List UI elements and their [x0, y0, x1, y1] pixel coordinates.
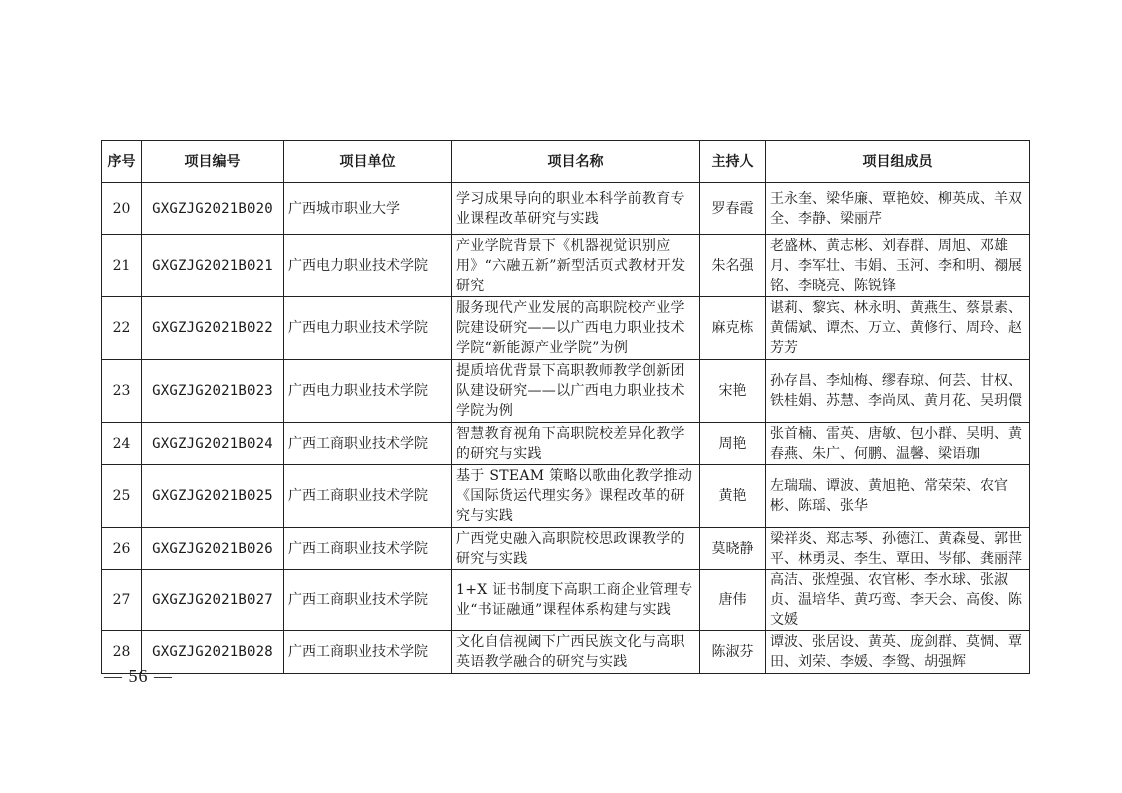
cell-code: GXGZJG2021B021	[142, 235, 284, 297]
cell-name: 提质培优背景下高职教师教学创新团队建设研究——以广西电力职业技术学院为例	[452, 360, 700, 423]
header-index: 序号	[102, 141, 142, 183]
cell-name: 智慧教育视角下高职院校差异化教学的研究与实践	[452, 423, 700, 465]
header-unit: 项目单位	[284, 141, 452, 183]
cell-code: GXGZJG2021B022	[142, 297, 284, 360]
table-row	[102, 423, 1030, 465]
cell-members: 高洁、张煌强、农官彬、李水球、张淑贞、温培华、黄巧鸾、李天会、高俊、陈文媛	[766, 570, 1030, 631]
cell-unit: 广西电力职业技术学院	[284, 235, 452, 297]
cell-unit: 广西工商职业技术学院	[284, 631, 452, 674]
cell-index: 22	[102, 297, 142, 360]
table-row	[102, 297, 1030, 360]
header-host: 主持人	[700, 141, 766, 183]
table-row	[102, 465, 1030, 528]
cell-index: 27	[102, 570, 142, 631]
cell-members: 张首楠、雷英、唐敏、包小群、吴明、黄春燕、朱广、何鹏、温馨、梁语珈	[766, 423, 1030, 465]
table-row	[102, 360, 1030, 423]
header-code: 项目编号	[142, 141, 284, 183]
cell-code: GXGZJG2021B027	[142, 570, 284, 631]
cell-members: 谭波、张居设、黄英、庞剑群、莫惆、覃田、刘荣、李媛、李鸳、胡强辉	[766, 631, 1030, 674]
cell-code: GXGZJG2021B020	[142, 183, 284, 235]
table-row	[102, 235, 1030, 297]
cell-host: 陈淑芬	[700, 631, 766, 674]
cell-host: 宋艳	[700, 360, 766, 423]
header-members: 项目组成员	[766, 141, 1030, 183]
page-number: — 56 —	[104, 666, 173, 686]
cell-unit: 广西电力职业技术学院	[284, 297, 452, 360]
cell-host: 黄艳	[700, 465, 766, 528]
project-table	[101, 140, 1030, 674]
cell-host: 莫晓静	[700, 528, 766, 570]
cell-name: 基于 STEAM 策略以歌曲化教学推动《国际货运代理实务》课程改革的研究与实践	[452, 465, 700, 528]
cell-name: 1+X 证书制度下高职工商企业管理专业“书证融通”课程体系构建与实践	[452, 570, 700, 631]
cell-unit: 广西工商职业技术学院	[284, 465, 452, 528]
cell-index: 26	[102, 528, 142, 570]
cell-index: 20	[102, 183, 142, 235]
table-body	[102, 183, 1030, 674]
cell-unit: 广西工商职业技术学院	[284, 570, 452, 631]
cell-unit: 广西电力职业技术学院	[284, 360, 452, 423]
cell-name: 产业学院背景下《机器视觉识别应用》“六融五新”新型活页式教材开发研究	[452, 235, 700, 297]
cell-index: 24	[102, 423, 142, 465]
table-row	[102, 570, 1030, 631]
cell-members: 梁祥炎、郑志琴、孙德江、黄森曼、郭世平、林勇灵、李生、覃田、岑郁、龚丽萍	[766, 528, 1030, 570]
cell-members: 老盛林、黄志彬、刘春群、周旭、邓雄月、李军壮、韦娟、玉河、李和明、禤展铭、李晓亮、陈锐锋	[766, 235, 1030, 297]
table-row	[102, 528, 1030, 570]
cell-host: 罗春霞	[700, 183, 766, 235]
cell-members: 孙存昌、李灿梅、缪春琼、何芸、甘权、铁桂娟、苏慧、李尚凤、黄月花、吴玥儇	[766, 360, 1030, 423]
cell-host: 朱名强	[700, 235, 766, 297]
cell-code: GXGZJG2021B028	[142, 631, 284, 674]
cell-host: 周艳	[700, 423, 766, 465]
cell-name: 文化自信视阈下广西民族文化与高职英语教学融合的研究与实践	[452, 631, 700, 674]
cell-index: 23	[102, 360, 142, 423]
cell-unit: 广西城市职业大学	[284, 183, 452, 235]
cell-unit: 广西工商职业技术学院	[284, 423, 452, 465]
cell-code: GXGZJG2021B023	[142, 360, 284, 423]
header-name: 项目名称	[452, 141, 700, 183]
table-header	[102, 141, 1030, 183]
cell-name: 服务现代产业发展的高职院校产业学院建设研究——以广西电力职业技术学院“新能源产业学院”为例	[452, 297, 700, 360]
cell-index: 25	[102, 465, 142, 528]
table-row	[102, 631, 1030, 674]
cell-index: 21	[102, 235, 142, 297]
cell-host: 麻克栋	[700, 297, 766, 360]
cell-code: GXGZJG2021B025	[142, 465, 284, 528]
cell-name: 广西党史融入高职院校思政课教学的研究与实践	[452, 528, 700, 570]
cell-index: 28	[102, 631, 142, 674]
cell-name: 学习成果导向的职业本科学前教育专业课程改革研究与实践	[452, 183, 700, 235]
cell-unit: 广西工商职业技术学院	[284, 528, 452, 570]
cell-members: 王永奎、梁华廉、覃艳姣、柳英成、羊双全、李静、梁丽芹	[766, 183, 1030, 235]
cell-members: 谌莉、黎宾、林永明、黄燕生、蔡景素、黄儒斌、谭杰、万立、黄修行、周玲、赵芳芳	[766, 297, 1030, 360]
cell-host: 唐伟	[700, 570, 766, 631]
cell-code: GXGZJG2021B024	[142, 423, 284, 465]
cell-members: 左瑞瑞、谭波、黄旭艳、常荣荣、农官彬、陈瑶、张华	[766, 465, 1030, 528]
header-row	[102, 141, 1030, 183]
cell-code: GXGZJG2021B026	[142, 528, 284, 570]
table-row	[102, 183, 1030, 235]
